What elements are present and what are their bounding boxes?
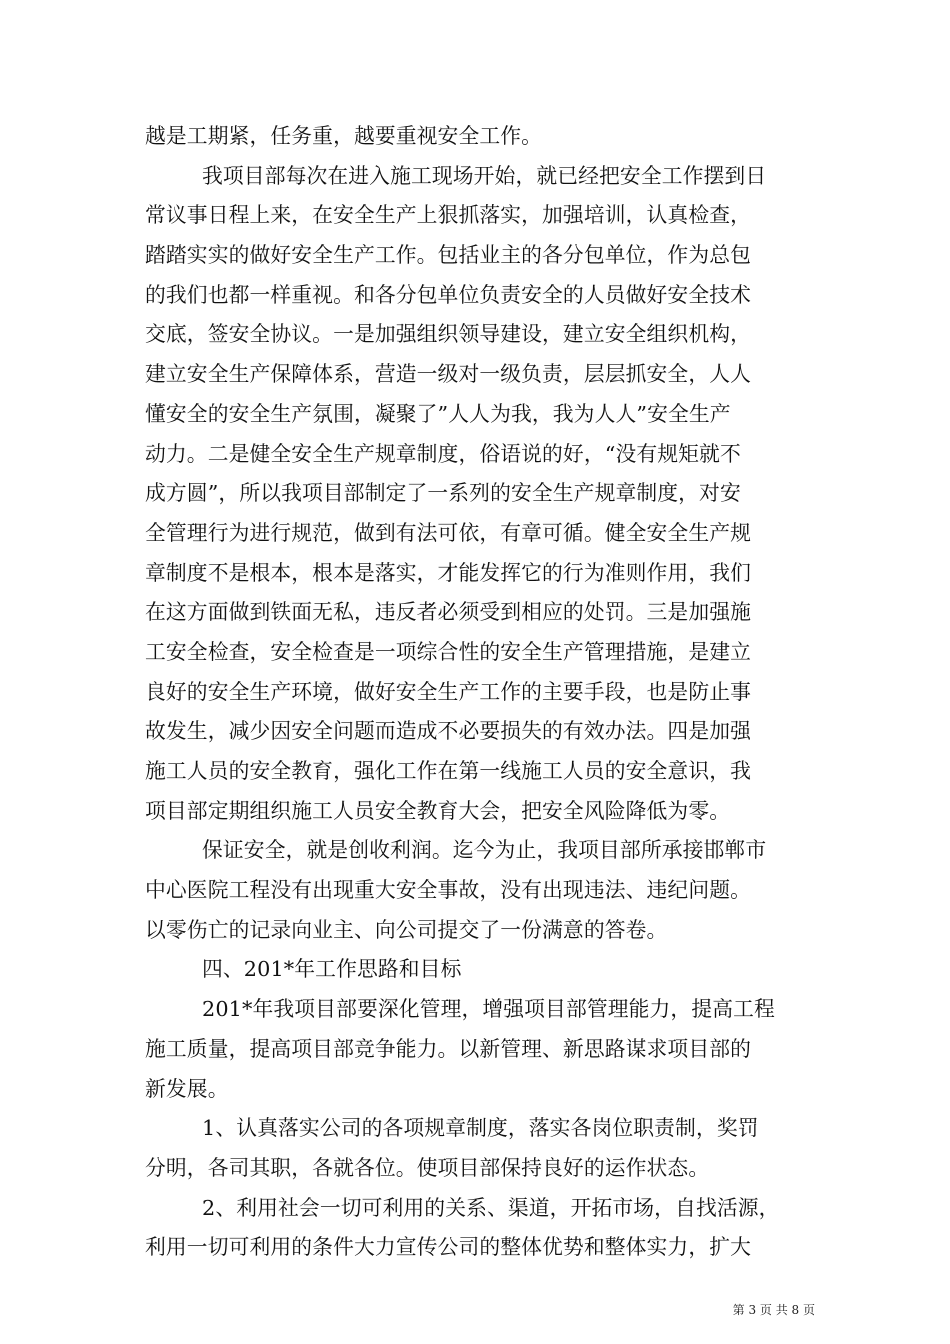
text-line: 保证安全，就是创收利润。迄今为止，我项目部所承接邯郸市 — [202, 838, 767, 863]
text-line: 201*年我项目部要深化管理，增强项目部管理能力，提高工程 — [202, 997, 775, 1022]
page-number: 第 3 页 共 8 页 — [732, 1303, 815, 1317]
text-line: 1、认真落实公司的各项规章制度，落实各岗位职责制，奖罚 — [202, 1116, 759, 1141]
text-line: 施工人员的安全教育，强化工作在第一线施工人员的安全意识，我 — [145, 759, 752, 783]
text-line: 成方圆”，所以我项目部制定了一系列的安全生产规章制度，对安 — [145, 481, 741, 506]
text-line: 全管理行为进行规范，做到有法可依，有章可循。健全安全生产规 — [145, 520, 752, 545]
text-line: 四、201*年工作思路和目标 — [202, 957, 462, 982]
text-line: 利用一切可利用的条件大力宣传公司的整体优势和整体实力，扩大 — [145, 1235, 752, 1260]
text-line: 工安全检查，安全检查是一项综合性的安全生产管理措施，是建立 — [145, 639, 752, 664]
text-line: 越是工期紧，任务重，越要重视安全工作。 — [145, 124, 543, 148]
text-line: 踏踏实实的做好安全生产工作。包括业主的各分包单位，作为总包 — [145, 243, 752, 268]
text-line: 动力。二是健全安全生产规章制度，俗语说的好，“没有规矩就不 — [145, 441, 741, 466]
text-line: 交底，签安全协议。一是加强组织领导建设，建立安全组织机构， — [145, 322, 752, 347]
text-line: 施工质量，提高项目部竞争能力。以新管理、新思路谋求项目部的 — [145, 1036, 752, 1061]
text-line: 章制度不是根本，根本是落实，才能发挥它的行为准则作用，我们 — [145, 560, 752, 585]
text-line: 良好的安全生产环境，做好安全生产工作的主要手段，也是防止事 — [145, 679, 752, 704]
document-body — [145, 117, 815, 1268]
text-line: 故发生，减少因安全问题而造成不必要损失的有效办法。四是加强 — [145, 719, 752, 744]
text-line: 新发展。 — [145, 1076, 229, 1101]
text-line: 懂安全的安全生产氛围，凝聚了”人人为我，我为人人”安全生产 — [145, 401, 731, 426]
text-line: 以零伤亡的记录向业主、向公司提交了一份满意的答卷。 — [145, 917, 668, 942]
text-line: 在这方面做到铁面无私，违反者必须受到相应的处罚。三是加强施 — [145, 600, 752, 625]
text-line: 常议事日程上来，在安全生产上狠抓落实，加强培训，认真检查， — [145, 203, 752, 228]
text-line: 的我们也都一样重视。和各分包单位负责安全的人员做好安全技术 — [145, 282, 752, 307]
text-line: 项目部定期组织施工人员安全教育大会，把安全风险降低为零。 — [145, 798, 731, 823]
text-line: 2、利用社会一切可利用的关系、渠道，开拓市场，自找活源， — [202, 1195, 780, 1220]
text-line: 我项目部每次在进入施工现场开始，就已经把安全工作摆到日 — [202, 163, 767, 188]
text-line: 建立安全生产保障体系，营造一级对一级负责，层层抓安全，人人 — [145, 362, 752, 387]
text-line: 中心医院工程没有出现重大安全事故，没有出现违法、违纪问题。 — [145, 878, 752, 903]
text-line: 分明，各司其职，各就各位。使项目部保持良好的运作状态。 — [145, 1155, 710, 1180]
